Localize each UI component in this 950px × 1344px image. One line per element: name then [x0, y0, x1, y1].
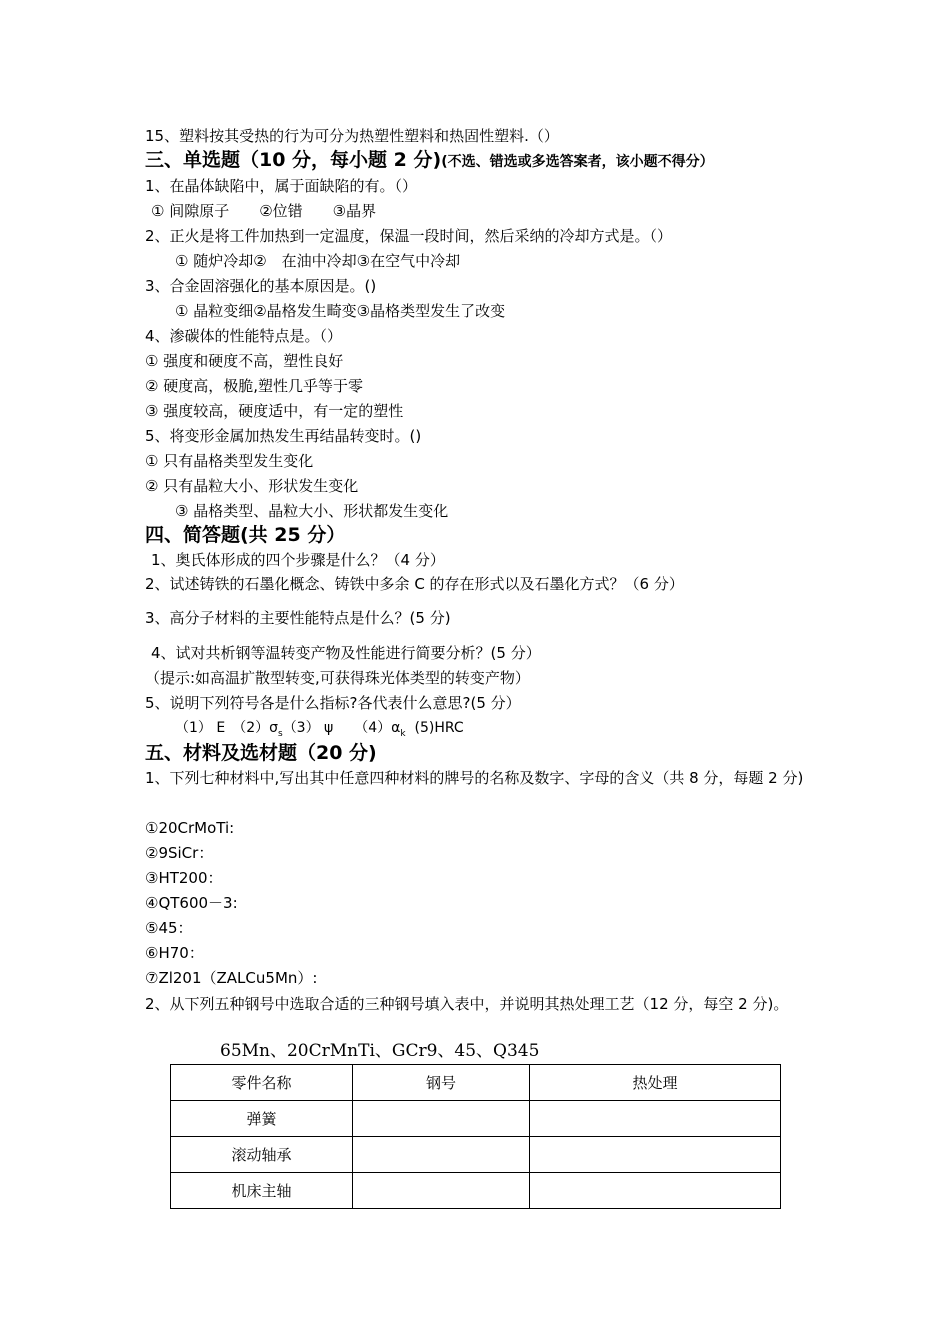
section-3-heading	[145, 147, 714, 175]
s4-question-1: 1、奥氏体形成的四个步骤是什么？（4 分）	[151, 551, 445, 569]
material-1: ①20CrMoTi:	[145, 819, 235, 837]
header-part-name: 零件名称	[171, 1065, 353, 1101]
symbol-3-4: （3） ψ （4）α	[282, 720, 401, 736]
s3-question-4-option-2: ② 硬度高，极脆,塑性几乎等于零	[145, 377, 363, 395]
heat-treatment-cell[interactable]	[530, 1101, 781, 1137]
steel-grade-cell[interactable]	[353, 1101, 530, 1137]
material-2: ②9SiCr：	[145, 844, 214, 862]
s3-question-4-option-1: ① 强度和硬度不高，塑性良好	[145, 352, 344, 370]
heat-treatment-cell[interactable]	[530, 1137, 781, 1173]
subscript-s: s	[277, 728, 283, 739]
s5-question-2: 2、从下列五种钢号中选取合适的三种钢号填入表中，并说明其热处理工艺（12 分，每空 2 分)。	[145, 995, 789, 1013]
s5-question-1: 1、下列七种材料中,写出其中任意四种材料的牌号的名称及数字、字母的含义（共 8 分，每题 2 分)	[145, 769, 804, 787]
material-6: ⑥H70：	[145, 944, 204, 962]
s3-question-5: 5、将变形金属加热发生再结晶转变时。()	[145, 427, 422, 445]
part-name-cell: 弹簧	[171, 1101, 353, 1137]
symbol-5: (5)HRC	[414, 720, 464, 736]
table-row	[171, 1173, 781, 1209]
s3-question-1-options: ① 间隙原子 ②位错 ③晶界	[151, 202, 377, 220]
s3-question-5-option-3: ③ 晶格类型、晶粒大小、形状都发生变化	[175, 502, 449, 520]
question-15: 15、塑料按其受热的行为可分为热塑性塑料和热固性塑料.（）	[145, 127, 559, 145]
s3-question-3-options: ① 晶粒变细②晶格发生畸变③晶格类型发生了改变	[175, 302, 506, 320]
header-steel-grade: 钢号	[353, 1065, 530, 1101]
part-name-cell: 机床主轴	[171, 1173, 353, 1209]
s3-question-2-options: ① 随炉冷却② 在油中冷却③在空气中冷却	[175, 252, 461, 270]
section-3-note: (不选、错选或多选答案者，该小题不得分）	[441, 154, 714, 170]
s3-question-2: 2、正火是将工件加热到一定温度，保温一段时间，然后采纳的冷却方式是。（）	[145, 227, 673, 245]
section-3-title: 三、单选题（10 分，每小题 2 分)	[145, 149, 442, 171]
material-7: ⑦Zl201（ZALCu5Mn）:	[145, 969, 318, 987]
s3-question-5-option-2: ② 只有晶粒大小、形状发生变化	[145, 477, 359, 495]
part-name-cell: 滚动轴承	[171, 1137, 353, 1173]
header-heat-treatment: 热处理	[530, 1065, 781, 1101]
s4-question-4: 4、试对共析钢等温转变产物及性能进行简要分析？(5 分）	[151, 644, 541, 662]
steel-grade-cell[interactable]	[353, 1173, 530, 1209]
section-5-title: 五、材料及选材题（20 分)	[145, 742, 377, 764]
table-row	[171, 1101, 781, 1137]
material-4: ④QT600－3:	[145, 894, 238, 912]
table-header-row	[171, 1065, 781, 1101]
section-4-title: 四、简答题(共 25 分）	[145, 524, 346, 546]
table-row	[171, 1137, 781, 1173]
s3-question-5-option-1: ① 只有晶格类型发生变化	[145, 452, 314, 470]
s3-question-4: 4、渗碳体的性能特点是。（）	[145, 327, 343, 345]
subscript-k: k	[400, 728, 406, 739]
material-5: ⑤45：	[145, 919, 193, 937]
material-3: ③HT200：	[145, 869, 223, 887]
answer-table	[170, 1064, 781, 1209]
steel-grade-cell[interactable]	[353, 1137, 530, 1173]
steel-list: 65Mn、20CrMnTi、GCr9、45、Q345	[220, 1041, 540, 1061]
s4-question-3: 3、高分子材料的主要性能特点是什么？(5 分)	[145, 609, 451, 627]
s3-question-3: 3、合金固溶强化的基本原因是。()	[145, 277, 377, 295]
s4-question-2: 2、试述铸铁的石墨化概念、铸铁中多余 C 的存在形式以及石墨化方式？（6 分）	[145, 575, 684, 593]
s4-question-4-hint: （提示:如高温扩散型转变,可获得珠光体类型的转变产物）	[145, 669, 530, 687]
symbol-1-2: （1） E （2）σ	[175, 720, 278, 736]
s3-question-1: 1、在晶体缺陷中，属于面缺陷的有。（）	[145, 177, 418, 195]
heat-treatment-cell[interactable]	[530, 1173, 781, 1209]
s4-question-5: 5、说明下列符号各是什么指标?各代表什么意思?(5 分）	[145, 694, 521, 712]
s3-question-4-option-3: ③ 强度较高，硬度适中，有一定的塑性	[145, 402, 404, 420]
